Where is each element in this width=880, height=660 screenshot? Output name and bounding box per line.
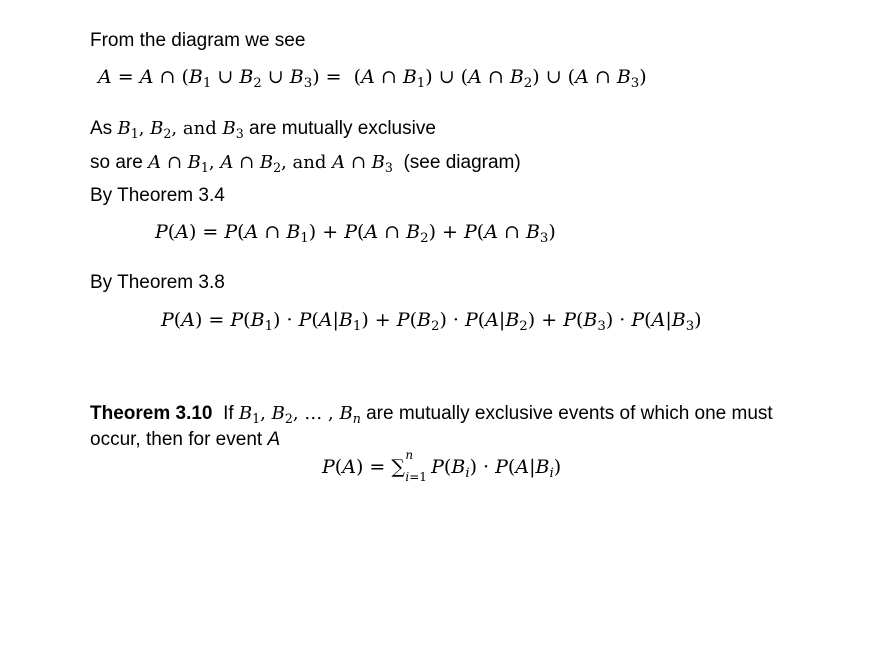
theorem-310-label: Theorem 3.10 [90,403,213,424]
intro-text: From the diagram we see [90,30,306,51]
event-a: A [267,429,281,450]
equation-partition: A = A ∩ ($B_1$ ∪ $B_2$ ∪ $B_3) = (A$ ∩ $B_1$) ∪ (A ∩ $B_2$) ∪ (A ∩ $B_3$) [98,66,647,91]
theorem-310-line-2 [90,429,280,452]
theorem-310-line-1 [90,403,773,426]
by-theorem-38: By Theorem 3.8 [90,272,225,293]
mutually-exclusive-line [90,118,436,141]
b-sequence-inline: $B_1$, $B_2$, … , $B_n$ [238,403,361,426]
equation-total-probability-expanded: $P(A) = P(B_1) \cdot P(A|B_1) + P(B_2) \cdot P(A|B_2) + P(B_3) \cdot P(A|B_3)$ [161,309,702,334]
if-word: If [223,403,234,424]
so-are-line [90,152,521,175]
so-are-word: so are [90,152,143,173]
summation-symbol: ∑ n i=1 [391,448,427,484]
mutually-exclusive-text: are mutually exclusive [249,118,436,139]
equation-total-probability-sum: P(A) = ∑ n i=1 $P(B_i) \cdot P(A|B_i)$ [322,448,562,484]
theorem-310-text-1: are mutually exclusive events of which one must [366,403,773,424]
as-word: As [90,118,113,139]
and-word: and [182,118,217,139]
b-events-inline: $B_1$, $B_2$, and $B_3$ [117,118,244,141]
equation-additivity: P(A) = P(A ∩ $B_1) + P(A$ ∩ $B_2) + P(A$ ∩ $B_3$) [155,221,556,246]
see-diagram-text: (see diagram) [403,152,521,173]
theorem-310-text-2: occur, then for event [90,429,263,450]
by-theorem-34: By Theorem 3.4 [90,185,225,206]
intersections-inline: A ∩ $B_1$, A ∩ $B_2$, and A ∩ $B_3$ [148,152,393,175]
